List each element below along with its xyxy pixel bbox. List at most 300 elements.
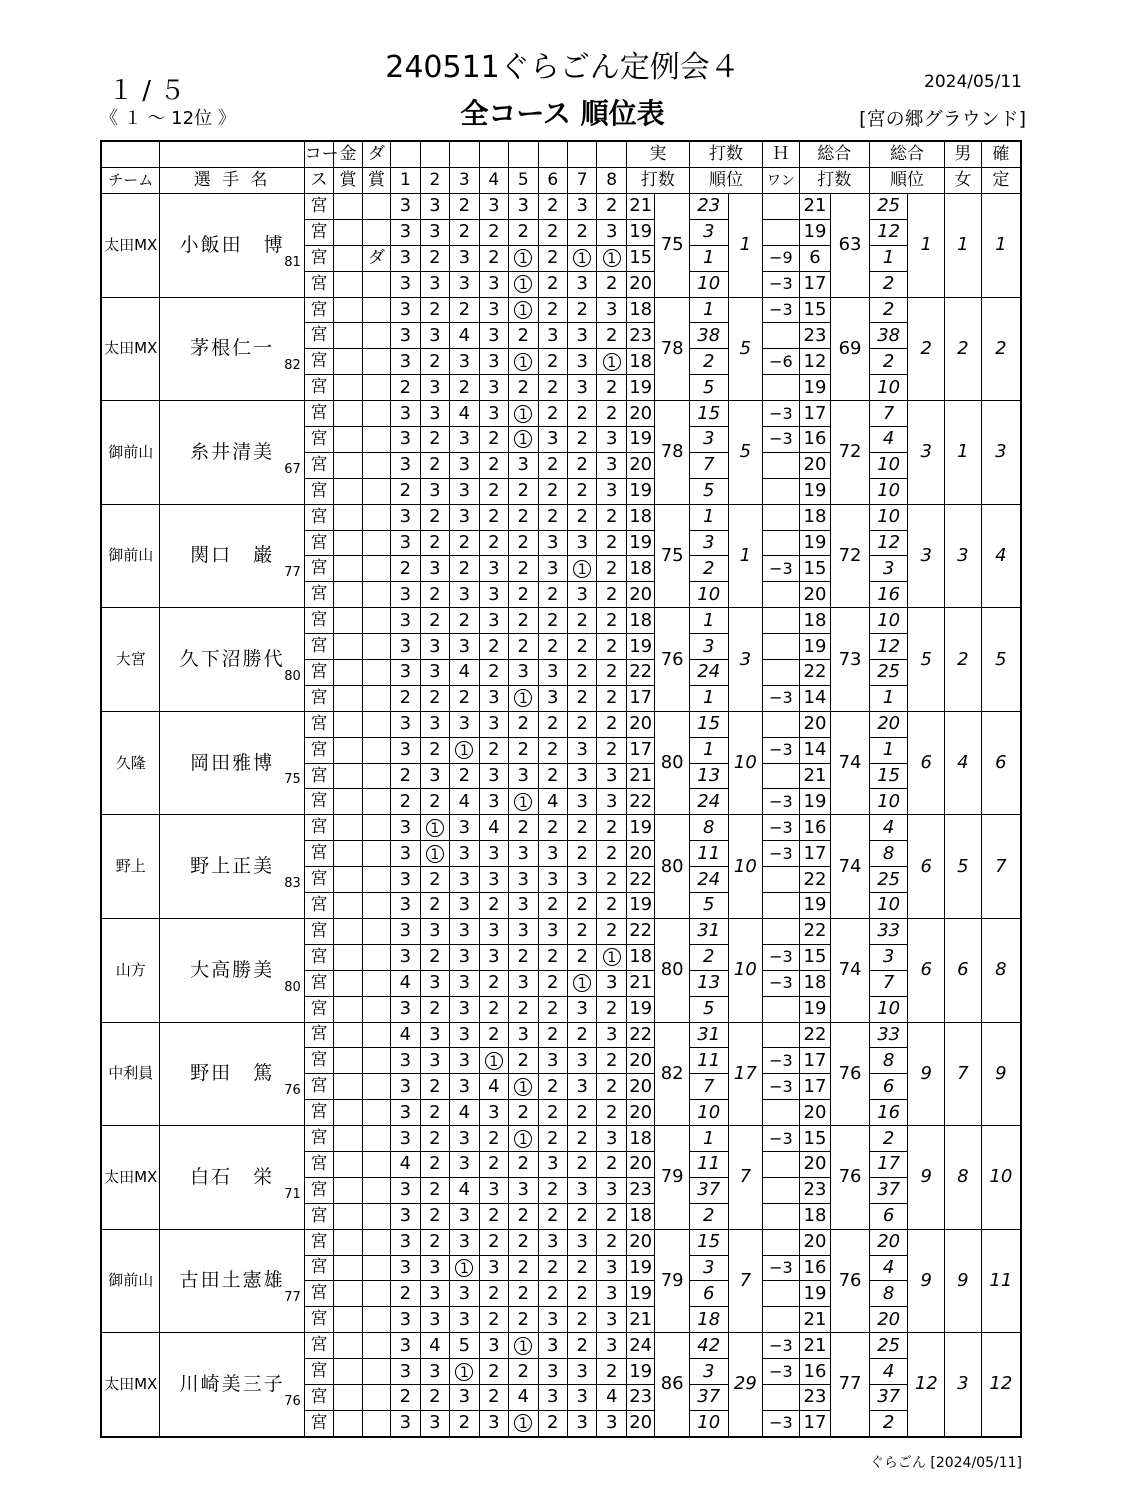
hole-3-cell: 4 <box>450 660 479 686</box>
hole-in-one-cell <box>763 1281 800 1307</box>
gold-cell <box>334 867 362 893</box>
course-cell: 宮 <box>304 1022 333 1048</box>
header-total: 総合 <box>799 141 869 168</box>
hole-7-cell: 2 <box>567 1255 596 1281</box>
hole-4-cell: 3 <box>479 194 508 220</box>
total-strokes-cell: 73 <box>831 608 870 712</box>
hole-8-cell <box>597 349 626 375</box>
round-strokes-cell: 20 <box>626 1074 654 1100</box>
hole-1-cell: 2 <box>391 789 420 815</box>
player-name: 関口 巌 <box>190 544 275 567</box>
hole-in-one-mark: 1 <box>514 1078 532 1096</box>
player-age: 67 <box>284 461 301 477</box>
total-strokes-cell: 77 <box>831 1333 870 1437</box>
round-strokes-cell: 19 <box>626 815 654 841</box>
hole-in-one-cell <box>763 504 800 530</box>
hole-8-cell: 2 <box>597 194 626 220</box>
da-cell <box>362 582 390 608</box>
team-cell: 中利員 <box>101 1022 160 1126</box>
gender-rank-cell: 9 <box>945 1229 982 1333</box>
hole-7-cell: 2 <box>567 401 596 427</box>
hole-8-cell: 3 <box>597 1177 626 1203</box>
round-total-rank-cell: 4 <box>869 1359 908 1385</box>
hole-8-cell <box>597 944 626 970</box>
hole-1-cell: 3 <box>391 323 420 349</box>
hole-8-cell: 2 <box>597 1203 626 1229</box>
hole-2-cell: 3 <box>420 478 449 504</box>
hole-2-cell: 3 <box>420 1255 449 1281</box>
hole-1-cell: 3 <box>391 1074 420 1100</box>
hole-1-cell: 2 <box>391 763 420 789</box>
hole-5-cell: 2 <box>509 815 538 841</box>
hole-in-one-mark: 1 <box>514 793 532 811</box>
course-cell: 宮 <box>304 711 333 737</box>
hole-5-cell: 2 <box>509 1359 538 1385</box>
hole-1-cell: 4 <box>391 1151 420 1177</box>
gold-cell <box>334 1333 362 1359</box>
hole-8-cell: 2 <box>597 918 626 944</box>
hole-in-one-cell <box>763 1177 800 1203</box>
gold-cell <box>334 893 362 919</box>
da-cell <box>362 608 390 634</box>
hole-5-cell: 2 <box>509 530 538 556</box>
hole-7-cell: 2 <box>567 504 596 530</box>
hole-5-cell: 3 <box>509 867 538 893</box>
hole-4-cell: 3 <box>479 582 508 608</box>
player-name-cell <box>160 401 304 505</box>
round-total-rank-cell: 10 <box>869 893 908 919</box>
strokes-rank-cell: 3 <box>728 608 763 712</box>
player-age: 76 <box>284 1393 301 1409</box>
round-total-rank-cell: 25 <box>869 194 908 220</box>
hole-5-cell: 2 <box>509 944 538 970</box>
round-strokes-cell: 18 <box>626 944 654 970</box>
hole-4-cell: 2 <box>479 1229 508 1255</box>
hole-6-cell: 2 <box>538 1074 567 1100</box>
round-total-rank-cell: 2 <box>869 271 908 297</box>
da-cell <box>362 530 390 556</box>
hole-3-cell: 2 <box>450 297 479 323</box>
hole-6-cell: 2 <box>538 970 567 996</box>
hole-2-cell <box>420 841 449 867</box>
hole-6-cell: 3 <box>538 660 567 686</box>
gold-cell <box>334 556 362 582</box>
hole-6-cell: 2 <box>538 763 567 789</box>
strokes-rank-cell: 10 <box>728 815 763 919</box>
hole-8-cell: 2 <box>597 1074 626 1100</box>
hole-in-one-cell: −3 <box>763 1255 800 1281</box>
hole-2-cell: 2 <box>420 789 449 815</box>
hole-6-cell: 3 <box>538 918 567 944</box>
hole-3-cell: 4 <box>450 789 479 815</box>
course-cell: 宮 <box>304 1126 333 1152</box>
hole-7-cell <box>567 556 596 582</box>
round-total-cell: 19 <box>799 1281 831 1307</box>
hole-in-one-mark: 1 <box>514 275 532 293</box>
gender-rank-cell: 1 <box>945 194 982 298</box>
da-cell <box>362 737 390 763</box>
hole-in-one-mark: 1 <box>603 353 621 371</box>
da-cell <box>362 297 390 323</box>
hole-8-cell: 3 <box>597 1281 626 1307</box>
round-rank-cell: 38 <box>689 323 728 349</box>
round-strokes-cell: 21 <box>626 970 654 996</box>
da-cell <box>362 1281 390 1307</box>
gold-cell <box>334 1048 362 1074</box>
gold-cell <box>334 634 362 660</box>
hole-4-cell: 2 <box>479 478 508 504</box>
player-age: 76 <box>284 1083 301 1099</box>
hole-4-cell: 3 <box>479 1177 508 1203</box>
team-cell: 野上 <box>101 815 160 919</box>
hole-4-cell: 2 <box>479 1126 508 1152</box>
player-name: 岡田雅博 <box>190 751 275 774</box>
team-cell: 太田MX <box>101 1126 160 1230</box>
round-rank-cell: 37 <box>689 1384 728 1410</box>
round-total-cell: 14 <box>799 737 831 763</box>
round-strokes-cell: 20 <box>626 1410 654 1436</box>
da-cell <box>362 685 390 711</box>
round-total-cell: 17 <box>799 841 831 867</box>
da-cell <box>362 815 390 841</box>
strokes-rank-cell: 29 <box>728 1333 763 1437</box>
hole-6-cell: 2 <box>538 1100 567 1126</box>
round-strokes-cell: 18 <box>626 608 654 634</box>
hole-6-cell: 2 <box>538 737 567 763</box>
round-total-rank-cell: 4 <box>869 427 908 453</box>
gold-cell <box>334 608 362 634</box>
footer: ぐらごん [2024/05/11] <box>869 1455 1022 1471</box>
hole-5-cell: 2 <box>509 1100 538 1126</box>
hole-in-one-mark: 1 <box>426 845 444 863</box>
round-rank-cell: 6 <box>689 1281 728 1307</box>
hole-4-cell: 3 <box>479 608 508 634</box>
hole-1-cell: 3 <box>391 452 420 478</box>
round-total-rank-cell: 25 <box>869 867 908 893</box>
hole-1-cell: 2 <box>391 1384 420 1410</box>
hole-1-cell: 3 <box>391 245 420 271</box>
hole-6-cell: 2 <box>538 194 567 220</box>
hole-3-cell: 4 <box>450 323 479 349</box>
round-strokes-cell: 23 <box>626 323 654 349</box>
table-row <box>101 1126 1021 1152</box>
round-rank-cell: 1 <box>689 245 728 271</box>
hole-7-cell: 2 <box>567 893 596 919</box>
course-cell: 宮 <box>304 970 333 996</box>
hole-6-cell: 2 <box>538 297 567 323</box>
hole-5-cell: 2 <box>509 1307 538 1333</box>
round-rank-cell: 11 <box>689 1151 728 1177</box>
header-gender: 男 <box>945 141 982 168</box>
hole-2-cell: 2 <box>420 1074 449 1100</box>
hole-1-cell: 2 <box>391 1281 420 1307</box>
header-gender-2: 女 <box>945 168 982 194</box>
round-total-cell: 23 <box>799 1177 831 1203</box>
hole-7-cell: 2 <box>567 1151 596 1177</box>
course-cell: 宮 <box>304 608 333 634</box>
hole-8-cell: 2 <box>597 530 626 556</box>
hole-4-cell: 3 <box>479 711 508 737</box>
gold-cell <box>334 1022 362 1048</box>
round-strokes-cell: 20 <box>626 1100 654 1126</box>
header-course: コー <box>304 141 333 168</box>
hole-5-cell: 2 <box>509 323 538 349</box>
hole-2-cell: 2 <box>420 737 449 763</box>
hole-7-cell: 2 <box>567 478 596 504</box>
actual-strokes-cell: 79 <box>655 1229 690 1333</box>
hole-in-one-mark: 1 <box>455 741 473 759</box>
hole-in-one-mark: 1 <box>514 1414 532 1432</box>
hole-6-cell: 3 <box>538 427 567 453</box>
course-cell: 宮 <box>304 1410 333 1436</box>
hole-in-one-cell <box>763 478 800 504</box>
team-cell: 久隆 <box>101 711 160 815</box>
round-total-cell: 19 <box>799 996 831 1022</box>
round-strokes-cell: 18 <box>626 504 654 530</box>
hole-7-cell: 2 <box>567 1203 596 1229</box>
round-rank-cell: 11 <box>689 1048 728 1074</box>
hole-8-cell: 3 <box>597 427 626 453</box>
hole-5-cell <box>509 401 538 427</box>
hole-5-cell <box>509 1333 538 1359</box>
hole-1-cell: 3 <box>391 918 420 944</box>
hole-5-cell: 2 <box>509 737 538 763</box>
hole-4-cell: 2 <box>479 1151 508 1177</box>
round-rank-cell: 5 <box>689 996 728 1022</box>
final-rank-cell: 4 <box>981 504 1021 608</box>
round-rank-cell: 3 <box>689 427 728 453</box>
course-cell: 宮 <box>304 271 333 297</box>
header-hole-blank <box>538 141 567 168</box>
hole-7-cell: 2 <box>567 608 596 634</box>
round-rank-cell: 15 <box>689 1229 728 1255</box>
gender-rank-cell: 1 <box>945 401 982 505</box>
hole-7-cell: 2 <box>567 1100 596 1126</box>
course-cell: 宮 <box>304 1100 333 1126</box>
gender-rank-cell: 2 <box>945 297 982 401</box>
player-name-cell <box>160 815 304 919</box>
hole-7-cell: 3 <box>567 763 596 789</box>
course-cell: 宮 <box>304 452 333 478</box>
gold-cell <box>334 297 362 323</box>
hole-in-one-cell <box>763 1203 800 1229</box>
strokes-rank-cell: 10 <box>728 711 763 815</box>
hole-5-cell: 2 <box>509 219 538 245</box>
hole-4-cell: 2 <box>479 737 508 763</box>
hole-8-cell: 2 <box>597 504 626 530</box>
round-total-rank-cell: 37 <box>869 1384 908 1410</box>
hole-in-one-cell: −9 <box>763 245 800 271</box>
hole-in-one-cell: −3 <box>763 556 800 582</box>
hole-8-cell: 2 <box>597 608 626 634</box>
hole-7-cell: 3 <box>567 1177 596 1203</box>
da-cell: ダ <box>362 245 390 271</box>
header-hole-2: 2 <box>420 168 449 194</box>
hole-8-cell: 3 <box>597 1410 626 1436</box>
hole-6-cell: 3 <box>538 1151 567 1177</box>
player-name-cell <box>160 608 304 712</box>
round-rank-cell: 1 <box>689 504 728 530</box>
hole-5-cell: 3 <box>509 1177 538 1203</box>
hole-8-cell: 3 <box>597 219 626 245</box>
hole-5-cell: 2 <box>509 1048 538 1074</box>
round-total-rank-cell: 10 <box>869 504 908 530</box>
round-total-rank-cell: 10 <box>869 996 908 1022</box>
hole-in-one-cell <box>763 893 800 919</box>
round-total-rank-cell: 15 <box>869 763 908 789</box>
hole-8-cell: 2 <box>597 996 626 1022</box>
hole-in-one-cell: −3 <box>763 1074 800 1100</box>
hole-3-cell: 3 <box>450 841 479 867</box>
hole-2-cell: 3 <box>420 271 449 297</box>
round-total-cell: 19 <box>799 478 831 504</box>
gender-rank-cell: 3 <box>945 504 982 608</box>
hole-4-cell: 2 <box>479 893 508 919</box>
round-total-rank-cell: 1 <box>869 685 908 711</box>
hole-6-cell: 2 <box>538 401 567 427</box>
hole-4-cell: 2 <box>479 996 508 1022</box>
strokes-rank-cell: 5 <box>728 401 763 505</box>
hole-4-cell: 2 <box>479 1022 508 1048</box>
round-total-rank-cell: 4 <box>869 1255 908 1281</box>
round-total-rank-cell: 37 <box>869 1177 908 1203</box>
gold-cell <box>334 660 362 686</box>
hole-1-cell: 3 <box>391 944 420 970</box>
header-player: 選 手 名 <box>160 168 304 194</box>
rank-range: 《 １ ～ 12位 》 <box>100 108 236 129</box>
da-cell <box>362 271 390 297</box>
player-name: 白石 栄 <box>190 1165 275 1188</box>
round-total-cell: 23 <box>799 323 831 349</box>
hole-8-cell: 2 <box>597 1151 626 1177</box>
hole-3-cell: 2 <box>450 219 479 245</box>
hole-1-cell: 3 <box>391 271 420 297</box>
total-rank-cell: 6 <box>908 918 945 1022</box>
round-strokes-cell: 21 <box>626 1307 654 1333</box>
round-strokes-cell: 20 <box>626 711 654 737</box>
player-age: 71 <box>284 1186 301 1202</box>
hole-2-cell: 3 <box>420 1281 449 1307</box>
hole-6-cell: 2 <box>538 1177 567 1203</box>
da-cell <box>362 660 390 686</box>
hole-4-cell: 4 <box>479 1074 508 1100</box>
hole-in-one-mark: 1 <box>485 1052 503 1070</box>
hole-7-cell: 2 <box>567 1307 596 1333</box>
hole-3-cell: 3 <box>450 1126 479 1152</box>
hole-7-cell: 3 <box>567 582 596 608</box>
course-cell: 宮 <box>304 427 333 453</box>
hole-8-cell: 2 <box>597 685 626 711</box>
hole-3-cell: 3 <box>450 634 479 660</box>
hole-3-cell: 4 <box>450 401 479 427</box>
hole-6-cell: 2 <box>538 1022 567 1048</box>
round-total-rank-cell: 20 <box>869 1307 908 1333</box>
hole-in-one-mark: 1 <box>455 1259 473 1277</box>
hole-8-cell: 2 <box>597 893 626 919</box>
round-strokes-cell: 20 <box>626 1048 654 1074</box>
round-total-rank-cell: 10 <box>869 375 908 401</box>
gold-cell <box>334 478 362 504</box>
strokes-rank-cell: 10 <box>728 918 763 1022</box>
round-total-cell: 21 <box>799 194 831 220</box>
round-strokes-cell: 20 <box>626 1151 654 1177</box>
actual-strokes-cell: 79 <box>655 1126 690 1230</box>
round-strokes-cell: 20 <box>626 582 654 608</box>
hole-6-cell: 3 <box>538 1048 567 1074</box>
hole-8-cell: 2 <box>597 582 626 608</box>
round-total-cell: 16 <box>799 1255 831 1281</box>
hole-6-cell: 2 <box>538 1203 567 1229</box>
hole-1-cell: 3 <box>391 219 420 245</box>
player-name-cell <box>160 1333 304 1437</box>
round-rank-cell: 24 <box>689 867 728 893</box>
hole-4-cell: 3 <box>479 763 508 789</box>
hole-6-cell: 3 <box>538 867 567 893</box>
gold-cell <box>334 1410 362 1436</box>
hole-8-cell: 2 <box>597 1100 626 1126</box>
hole-4-cell: 3 <box>479 1333 508 1359</box>
hole-4-cell: 2 <box>479 1281 508 1307</box>
da-cell <box>362 1177 390 1203</box>
hole-8-cell: 3 <box>597 1126 626 1152</box>
hole-in-one-cell: −3 <box>763 1359 800 1385</box>
final-rank-cell: 10 <box>981 1126 1021 1230</box>
hole-8-cell: 2 <box>597 841 626 867</box>
course-cell: 宮 <box>304 504 333 530</box>
course-cell: 宮 <box>304 245 333 271</box>
total-strokes-cell: 74 <box>831 711 870 815</box>
actual-strokes-cell: 76 <box>655 608 690 712</box>
round-rank-cell: 2 <box>689 349 728 375</box>
hole-5-cell: 2 <box>509 1203 538 1229</box>
table-row <box>101 918 1021 944</box>
round-total-cell: 14 <box>799 685 831 711</box>
hole-7-cell: 3 <box>567 1229 596 1255</box>
header-da: ダ <box>362 141 390 168</box>
hole-7-cell <box>567 970 596 996</box>
total-rank-cell: 9 <box>908 1229 945 1333</box>
hole-1-cell: 3 <box>391 996 420 1022</box>
total-strokes-cell: 72 <box>831 504 870 608</box>
hole-1-cell: 3 <box>391 1359 420 1385</box>
team-cell: 大宮 <box>101 608 160 712</box>
header-team-blank <box>101 141 160 168</box>
hole-6-cell: 3 <box>538 323 567 349</box>
hole-5-cell <box>509 1074 538 1100</box>
hole-in-one-cell <box>763 711 800 737</box>
hole-6-cell: 3 <box>538 1229 567 1255</box>
hole-5-cell: 2 <box>509 1255 538 1281</box>
hole-in-one-mark: 1 <box>514 405 532 423</box>
hole-5-cell: 2 <box>509 582 538 608</box>
hole-in-one-mark: 1 <box>514 689 532 707</box>
round-strokes-cell: 20 <box>626 841 654 867</box>
hole-1-cell: 3 <box>391 1410 420 1436</box>
hole-1-cell: 3 <box>391 841 420 867</box>
round-rank-cell: 3 <box>689 634 728 660</box>
table-row <box>101 504 1021 530</box>
round-strokes-cell: 19 <box>626 530 654 556</box>
hole-8-cell: 3 <box>597 970 626 996</box>
hole-4-cell: 3 <box>479 841 508 867</box>
hole-1-cell: 3 <box>391 1229 420 1255</box>
round-strokes-cell: 18 <box>626 1126 654 1152</box>
round-strokes-cell: 22 <box>626 1022 654 1048</box>
hole-4-cell: 2 <box>479 970 508 996</box>
hole-3-cell: 3 <box>450 582 479 608</box>
round-rank-cell: 23 <box>689 194 728 220</box>
hole-3-cell: 3 <box>450 1307 479 1333</box>
